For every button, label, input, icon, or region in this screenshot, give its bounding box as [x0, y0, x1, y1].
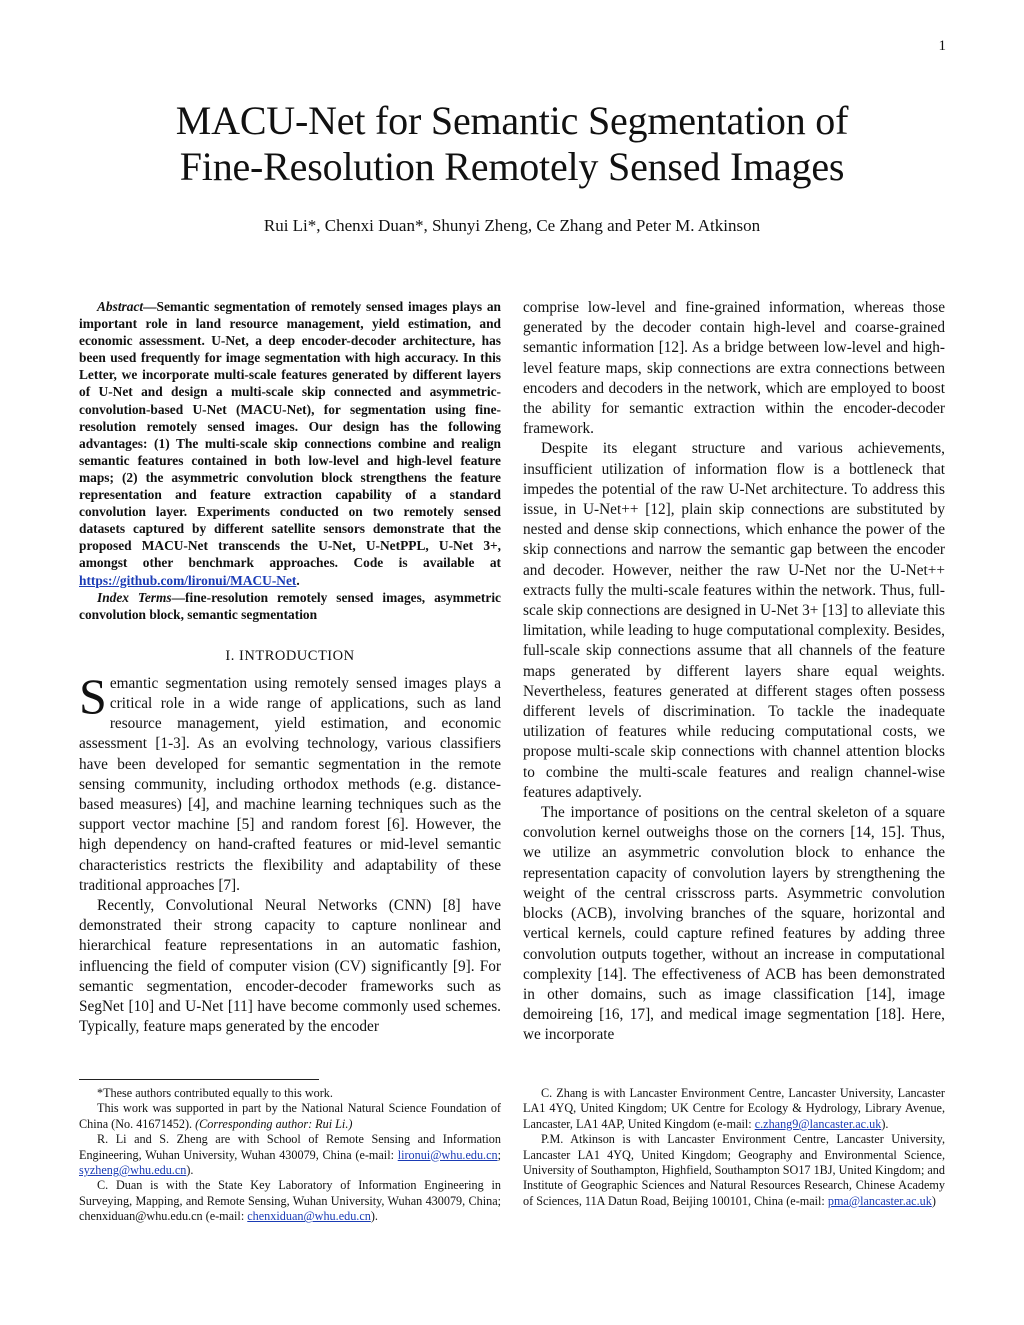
abstract-end: .	[296, 572, 300, 588]
left-column	[79, 298, 501, 1037]
footnote-duan-text: C. Duan is with the State Key Laboratory of Information Engineering in Surveying, Mapping, and Remote Sensing, Wuhan University, Wuhan 430079, China; chenxiduan@whu.edu.cn (e-mail:	[79, 1178, 501, 1224]
code-link[interactable]: https://github.com/lironui/MACU-Net	[79, 572, 297, 588]
footnote-atkinson-end: )	[931, 1193, 936, 1208]
email-link-czhang[interactable]: c.zhang9@lancaster.ac.uk	[754, 1116, 882, 1131]
footnote-atkinson	[523, 1132, 945, 1209]
intro-paragraph-1-text: emantic segmentation using remotely sensed images plays a critical role in a wide range of applications, such as land resource management, yield estimation, and economic assessment [1-3]. As an evolving technology, various classifiers have been developed for semantic segmentation in the remote sensing community, including orthodox methods (e.g. distance-based measures) [4], and machine learning techniques such as the support vector machine [5] and random forest [6]. However, the high dependency on hand-crafted features or mid-level semantic characteristics restricts the flexibility and adaptability of these traditional approaches [7].	[79, 674, 501, 894]
footnote-zhang	[523, 1086, 945, 1132]
footnote-zhang-end: ).	[881, 1116, 889, 1131]
drop-cap: S	[79, 667, 107, 724]
right-paragraph-2: Despite its elegant structure and various achievements, insufficient utilization of information flow is a bottleneck that impedes the potential of the raw U-Net architecture. To address this issue, in U-Net++ [12], plain skip connections are substituted by nested and dense skip connections, which enhance the power of the skip connections and narrow the semantic gap between the encoder and decoder. However, neither the raw U-Net nor the U-Net++ extracts fully the multi-scale features within the network. Thus, full-scale skip connections are designed in U-Net 3+ [13] to alleviate this limitation, while leading to huge computational complexity. Besides, full-scale skip connections assume that all channels of the feature maps generated by different layers share equal weights. Nevertheless, features generated at different stages often possess different levels of discrimination. To tackle the inadequate utilization of features while reducing computational costs, we propose multi-scale skip connections with channel attention blocks to combine the multi-scale features and realign channel-wise features adaptively.	[523, 440, 945, 801]
index-terms	[79, 589, 501, 623]
page-number: 1	[938, 38, 946, 54]
footnote-divider	[79, 1079, 319, 1080]
index-terms-label: Index Terms	[97, 589, 172, 605]
author-list: Rui Li*, Chenxi Duan*, Shunyi Zheng, Ce Zhang and Peter M. Atkinson	[263, 216, 761, 235]
abstract-label: Abstract	[97, 299, 144, 314]
section-number: I.	[225, 647, 235, 664]
footnote-atkinson-text: P.M. Atkinson is with Lancaster Environment Centre, Lancaster University, Lancaster LA1 4YQ, United Kingdom; Geography and Environmental Science, University of Southampton, Highfield, Southampton SO17 1BJ, United Kingdom; and Institute of Geographic Sciences and Natural Resources Research, Chinese Academy of Sciences, 11A Datun Road, Beijing 100101, China (e-mail:	[523, 1132, 945, 1208]
email-link-chenxiduan[interactable]: chenxiduan@whu.edu.cn	[247, 1209, 371, 1224]
intro-paragraph-2: Recently, Convolutional Neural Networks (CNN) [8] have demonstrated their strong capacity to capture nonlinear and hierarchical feature representations in an automatic fashion, influencing the field of computer vision (CV) significantly [9]. For semantic segmentation, encoder-decoder frameworks such as SegNet [10] and U-Net [11] have become commonly used schemes. Typically, feature maps generated by the encoder	[79, 897, 501, 1036]
footnote-funding-text: This work was supported in part by the National Natural Science Foundation of China (No. 41671452).	[79, 1101, 501, 1131]
title-line-2: Fine-Resolution Remotely Sensed Images	[179, 144, 845, 189]
abstract	[79, 298, 501, 589]
footnote-sep: ;	[497, 1147, 501, 1162]
right-paragraph-3: The importance of positions on the central skeleton of a square convolution kernel outweighs those on the corners [14, 15]. Thus, we utilize an asymmetric convolution block to enhance the representation capacity of convolution layers by strengthening the weight of the central crisscross parts. Asymmetric convolution blocks (ACB), involving branches of the square, horizontal and vertical kernels, could capture refined features by adding three convolution outputs together, without an increase in computational complexity [14]. The effectiveness of ACB has been demonstrated in other domains, such as image classification [14], image demoireing [16, 17], and medical image segmentation [18]. Here, we incorporate	[523, 804, 945, 1044]
email-link-pma[interactable]: pma@lancaster.ac.uk	[827, 1193, 932, 1208]
right-paragraph-1: comprise low-level and fine-grained information, whereas those generated by the decoder contain high-level and coarse-grained semantic information [12]. As a bridge between low-level and high-level feature maps, skip connections are extra connections between encoders and decoders in the network, which are employed to boost the ability for semantic extraction within the encoder-decoder framework.	[523, 299, 945, 438]
footnote-li-zheng	[79, 1132, 501, 1178]
footnote-corresponding: (Corresponding author: Rui Li.)	[195, 1116, 353, 1131]
footnote-equal-contribution: *These authors contributed equally to this work.	[97, 1086, 333, 1100]
paper-title	[0, 98, 1024, 190]
right-column	[523, 298, 945, 1046]
footnotes-left	[79, 1086, 501, 1225]
title-line-1: MACU-Net for Semantic Segmentation of	[175, 98, 849, 143]
section-heading-introduction	[79, 648, 501, 665]
footnote-duan-end: ).	[370, 1209, 378, 1224]
footnote-funding	[79, 1101, 501, 1132]
footnote-li-zheng-end: ).	[186, 1163, 194, 1178]
abstract-text: —Semantic segmentation of remotely sensed images plays an important role in land resource management, yield estimation, and economic assessment. U-Net, a deep encoder-decoder architecture, has been used frequently for image segmentation with high accuracy. In this Letter, we incorporate multi-scale features generated by different layers of U-Net and design a multi-scale skip connected and asymmetric-convolution-based U-Net (MACU-Net), for segmentation using fine-resolution remotely sensed images. Our design has the following advantages: (1) The multi-scale skip connections combine and realign semantic features contained in both low-level and high-level feature maps; (2) the asymmetric convolution block strengthens the feature representation and feature extraction capability of a standard convolution layer. Experiments conducted on two remotely sensed datasets captured by different satellite sensors demonstrate that the proposed MACU-Net transcends the U-Net, U-NetPPL, U-Net 3+, amongst other benchmark approaches. Code is available at	[79, 299, 501, 571]
index-terms-text: —fine-resolution remotely sensed images, asymmetric convolution block, semantic segmentation	[79, 589, 501, 622]
email-link-lironui[interactable]: lironui@whu.edu.cn	[397, 1147, 498, 1162]
section-title-rest: NTRODUCTION	[244, 647, 355, 664]
intro-paragraph-1	[79, 667, 501, 896]
footnotes-right	[523, 1086, 945, 1209]
section-title-first: I	[239, 647, 245, 664]
email-link-syzheng[interactable]: syzheng@whu.edu.cn	[79, 1163, 187, 1178]
footnote-duan	[79, 1178, 501, 1224]
footnote-zhang-text: C. Zhang is with Lancaster Environment Centre, Lancaster University, Lancaster LA1 4YQ, United Kingdom; UK Centre for Ecology & Hydrology, Library Avenue, Lancaster, LA1 4AP, United Kingdom (e-mail:	[523, 1086, 945, 1131]
footnote-li-zheng-text: R. Li and S. Zheng are with School of Remote Sensing and Information Engineering, Wuhan University, Wuhan 430079, China (e-mail:	[79, 1132, 501, 1162]
